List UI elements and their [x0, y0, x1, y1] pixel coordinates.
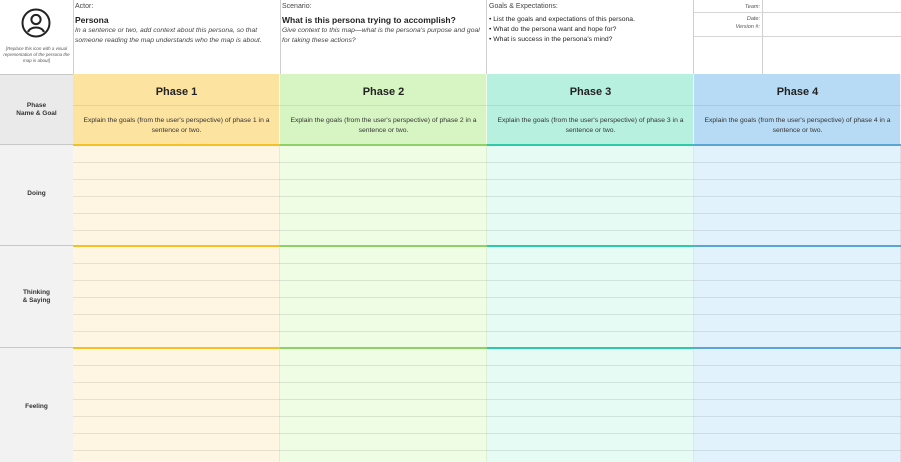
goal-item: • What is success in the persona's mind? [489, 36, 613, 43]
scenario-label: Scenario: [282, 3, 312, 10]
cell-doing[interactable] [694, 146, 901, 245]
section-divider [487, 245, 694, 247]
phase-name[interactable]: Phase 2 [362, 86, 405, 98]
section-divider [487, 144, 694, 146]
version-label: Version #: [735, 24, 760, 30]
section-divider [694, 144, 901, 146]
section-divider [73, 347, 280, 349]
row-label-feeling: Feeling [25, 403, 48, 410]
phase-goal[interactable]: Explain the goals (from the user's perspective) of phase 1 in a sentence or two. [83, 117, 270, 134]
date-label: Date: [746, 16, 760, 22]
section-divider [280, 144, 487, 146]
cell-feeling[interactable] [73, 349, 280, 462]
phase-column-2 [280, 74, 487, 462]
section-divider [694, 347, 901, 349]
cell-doing[interactable] [73, 146, 280, 245]
cell-doing[interactable] [487, 146, 694, 245]
cell-feeling[interactable] [280, 349, 487, 462]
section-divider [73, 144, 280, 146]
team-label: Team: [744, 4, 760, 10]
section-divider [73, 245, 280, 247]
goals-label: Goals & Expectations: [489, 3, 558, 10]
actor-cell [74, 0, 279, 73]
persona-description[interactable]: In a sentence or two, add context about this persona, so that someone reading the map understands who the map is about. [75, 27, 262, 44]
phase-header [280, 74, 487, 144]
phase-goal[interactable]: Explain the goals (from the user's perspective) of phase 3 in a sentence or two. [497, 117, 684, 134]
phase-goal[interactable]: Explain the goals (from the user's perspective) of phase 4 in a sentence or two. [704, 117, 891, 134]
scenario-cell [281, 0, 486, 73]
phase-column-3 [487, 74, 694, 462]
phase-goal[interactable]: Explain the goals (from the user's perspective) of phase 2 in a sentence or two. [290, 117, 477, 134]
cell-feeling[interactable] [694, 349, 901, 462]
phase-name[interactable]: Phase 3 [569, 86, 612, 98]
user-avatar-icon[interactable] [21, 8, 51, 38]
section-divider [280, 347, 487, 349]
section-divider [280, 245, 487, 247]
cell-thinking[interactable] [487, 247, 694, 347]
scenario-description[interactable]: Give context to this map—what is the persona's purpose and goal for taking these actions? [282, 27, 480, 44]
actor-label: Actor: [75, 3, 94, 10]
phase-column-1 [73, 74, 280, 462]
cell-thinking[interactable] [280, 247, 487, 347]
cell-thinking[interactable] [694, 247, 901, 347]
phase-name[interactable]: Phase 4 [776, 86, 819, 98]
scenario-title[interactable]: What is this persona trying to accomplish? [282, 15, 456, 25]
cell-feeling[interactable] [487, 349, 694, 462]
row-label-phase: Phase Name & Goal [16, 102, 57, 117]
goals-list[interactable] [489, 15, 635, 45]
persona-avatar-cell [0, 0, 73, 73]
persona-title[interactable]: Persona [75, 15, 109, 25]
goals-cell [487, 0, 693, 73]
section-divider [694, 245, 901, 247]
phase-header [73, 74, 280, 144]
goal-item: • List the goals and expectations of this persona. [489, 16, 635, 23]
goal-item: • What do the persona want and hope for? [489, 26, 617, 33]
phase-column-4 [694, 74, 901, 462]
row-label-doing: Doing [27, 190, 46, 197]
section-divider [487, 347, 694, 349]
phase-header [694, 74, 901, 144]
cell-doing[interactable] [280, 146, 487, 245]
avatar-caption: [Replace this icon with a visual representation of the persona the map is about] [3, 46, 70, 63]
row-label-thinking: Thinking & Saying [22, 289, 51, 304]
cell-thinking[interactable] [73, 247, 280, 347]
phase-header [487, 74, 694, 144]
phase-name[interactable]: Phase 1 [155, 86, 198, 98]
